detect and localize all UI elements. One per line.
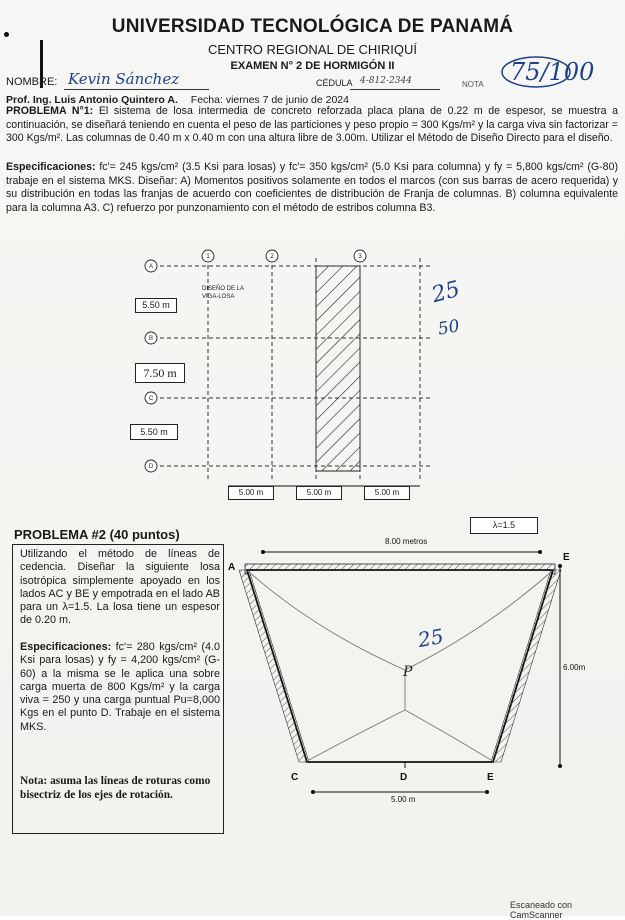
span-label-2: 7.50 m: [135, 363, 185, 383]
problem2-heading: PROBLEMA #2 (40 puntos): [14, 527, 180, 542]
scanner-caption: Escaneado con CamScanner: [510, 900, 573, 920]
exam-date: Fecha: viernes 7 de junio de 2024: [190, 94, 349, 106]
exam-title: EXAMEN N° 2 DE HORMIGÓN II: [230, 60, 395, 72]
slab-design-note: DISEÑO DE LA: [202, 286, 245, 292]
problem1-label: PROBLEMA N°1:: [6, 105, 94, 117]
corner-label-a: A: [228, 562, 236, 573]
problem2-note-label: Nota:: [20, 775, 48, 787]
problem1-statement: [6, 105, 618, 146]
problem2-specs-text: fc'= 280 kgs/cm² (4.0 Ksi para losas) y fy = 4,200 kgs/cm² (G-60) a la misma se le aplica una sobre carga muerta de 800 Kgs/m² y la carga viva = 250 y una carga puntual Pu=8,000 Kgs en el punto D. Trabaje en el sistema MKS.: [20, 641, 221, 733]
span-label-3: 5.50 m: [130, 424, 178, 440]
axis-bubble-2: 2: [270, 254, 274, 260]
dimension-bottom: 5.00 m: [391, 795, 416, 804]
span-label-1: 5.50 m: [135, 298, 177, 313]
slab-design-note-2: VIGA-LOSA: [202, 294, 235, 300]
problem1-specs: [6, 161, 618, 215]
corner-label-c: C: [291, 772, 299, 783]
axis-bubble-d: D: [148, 464, 154, 470]
axis-bubble-c: C: [148, 396, 154, 402]
span-label-5: 5.00 m: [296, 486, 342, 500]
lambda-box: λ=1.5: [470, 517, 538, 534]
corner-label-d: D: [400, 772, 408, 783]
problem1-specs-text: fc'= 245 kgs/cm² (3.5 Ksi para losas) y fc'= 350 kgs/cm² (5.0 Ksi para columna) y fy = 5,800 kgs/cm² (G-80) trabaje en el sistema MKS. Diseñar: A) Momentos positivos solamente en todos el marcos (con sus barras de acero requerida) y su distribución en todas las franjas de acuerdo con coeficientes de distribución de Franja de columnas. B) columna equivalente para la columna A3. C) refuerzo por punzonamiento con el método de estribos columna B3.: [6, 161, 618, 214]
axis-bubble-3: 3: [358, 254, 362, 260]
problem1-text: El sistema de losa intermedia de concreto reforzada placa plana de 0.22 m de espesor, se muestra a continuación, se diseñará teniendo en cuenta el peso de las particiones y peso propio = 300 Kgs/m² y la carga viva sin factorizar = 300 Kgs/m². Las columnas de 0.40 m x 0.40 m con una altura libre de 3.00m. Utilizar el Método de Diseño Directo para el diseño.: [6, 105, 618, 145]
span-label-4: 5.00 m: [228, 486, 274, 500]
axis-bubble-b: B: [148, 336, 154, 342]
grade-circle: [498, 52, 574, 92]
regional-center: CENTRO REGIONAL DE CHIRIQUÍ: [208, 42, 417, 57]
corner-label-e: E: [487, 772, 494, 783]
problem1-specs-label: Especificaciones:: [6, 161, 96, 173]
handwritten-score-1: 25: [429, 276, 463, 309]
nota-label: NOTA: [462, 80, 484, 89]
problem2-statement: Utilizando el método de líneas de cedencia. Diseñar la siguiente losa isotrópica simplemente apoyado en los lados AC y BE y empotrada en el lado AB para un λ=1.5. La losa tiene un espesor de 0.20 m.: [20, 548, 220, 627]
span-label-6: 5.00 m: [364, 486, 410, 500]
handwritten-score-2: 50: [436, 316, 462, 340]
problem2-note-text: asuma las líneas de roturas como bisectriz de los ejes de rotación.: [20, 775, 211, 801]
column-strip-hatched: [316, 266, 360, 471]
student-cedula: 4-812-2344: [360, 76, 412, 86]
dimension-height: 6.00m: [563, 663, 586, 672]
cedula-label: CÉDULA: [316, 78, 353, 88]
problem2-specs: [20, 641, 220, 734]
dimension-top: 8.00 metros: [385, 537, 428, 546]
grade-mark: 75/100: [510, 58, 595, 86]
name-underline: [64, 89, 209, 90]
axis-bubble-a: A: [148, 264, 154, 270]
trapezoid-slab-figure: [225, 530, 615, 810]
professor-name: Prof. Ing. Luis Antonio Quintero A.: [6, 94, 178, 106]
problem2-note: [20, 774, 220, 802]
university-title: UNIVERSIDAD TECNOLÓGICA DE PANAMÁ: [111, 16, 514, 37]
problem2-specs-label: Especificaciones:: [20, 641, 112, 653]
corner-label-b: E: [563, 552, 570, 563]
student-name: Kevin Sánchez: [68, 70, 180, 88]
handwritten-mark: P: [403, 664, 413, 680]
name-label: NOMBRE:: [6, 76, 58, 88]
handwritten-score-3: 25: [416, 623, 446, 653]
cedula-underline: [350, 89, 440, 90]
axis-bubble-1: 1: [206, 254, 210, 260]
